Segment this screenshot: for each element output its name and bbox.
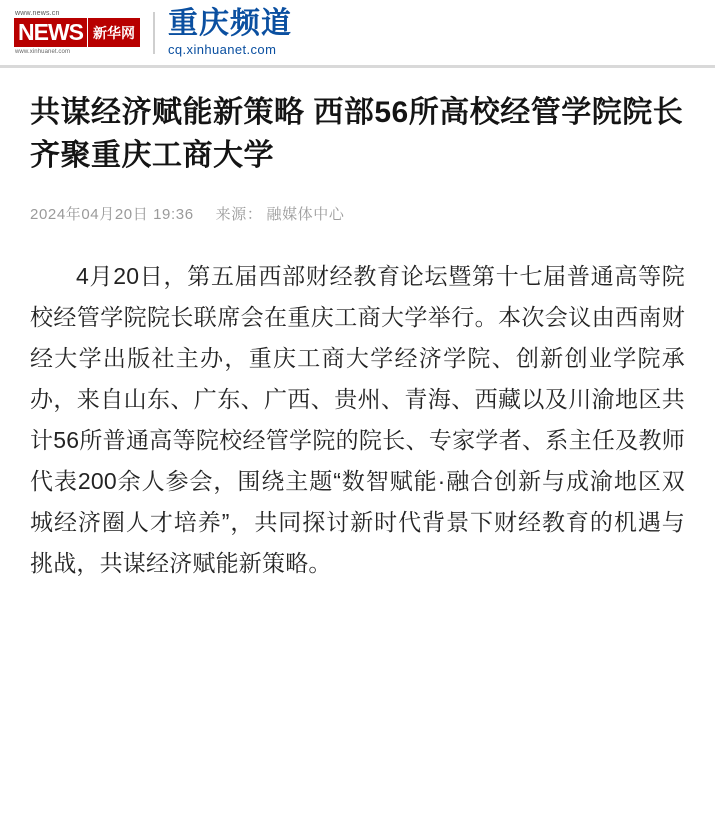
- source-label: 来源：: [215, 206, 263, 224]
- article-container: [0, 68, 715, 584]
- site-header: [0, 0, 715, 68]
- logo-cn-mark: 新华网: [88, 18, 140, 47]
- source-value: 融媒体中心: [266, 206, 345, 224]
- logo-marks-row: [14, 18, 140, 47]
- xinhuanet-logo[interactable]: [14, 10, 168, 56]
- logo-bottom-url: www.xinhuanet.com: [15, 49, 71, 55]
- article-body: 4月20日，第五届西部财经教育论坛暨第十七届普通高等院校经管学院院长联席会在重庆工商大学举行。本次会议由西南财经大学出版社主办，重庆工商大学经济学院、创新创业学院承办，来自山东、广东、广西、贵州、青海、西藏以及川渝地区共计56所普通高等院校经管学院的院长、专家学者、系主任及教师代表200余人参会，围绕主题“数智赋能·融合创新与成渝地区双城经济圈人才培养”，共同探讨新时代背景下财经教育的机遇与挑战，共谋经济赋能新策略。: [30, 263, 685, 576]
- page-title: 共谋经济赋能新策略 西部56所高校经管学院院长齐聚重庆工商大学: [30, 96, 684, 172]
- article-meta: [30, 203, 685, 224]
- logo-top-url: www.news.cn: [15, 10, 60, 17]
- channel-block[interactable]: [168, 8, 292, 57]
- channel-name: 重庆频道: [168, 7, 292, 41]
- channel-url: cq.xinhuanet.com: [168, 41, 277, 57]
- header-divider: [153, 12, 155, 54]
- logo-left-column: [14, 10, 140, 56]
- publish-date: 2024年04月20日 19:36: [30, 206, 194, 224]
- logo-news-mark: NEWS: [14, 18, 87, 47]
